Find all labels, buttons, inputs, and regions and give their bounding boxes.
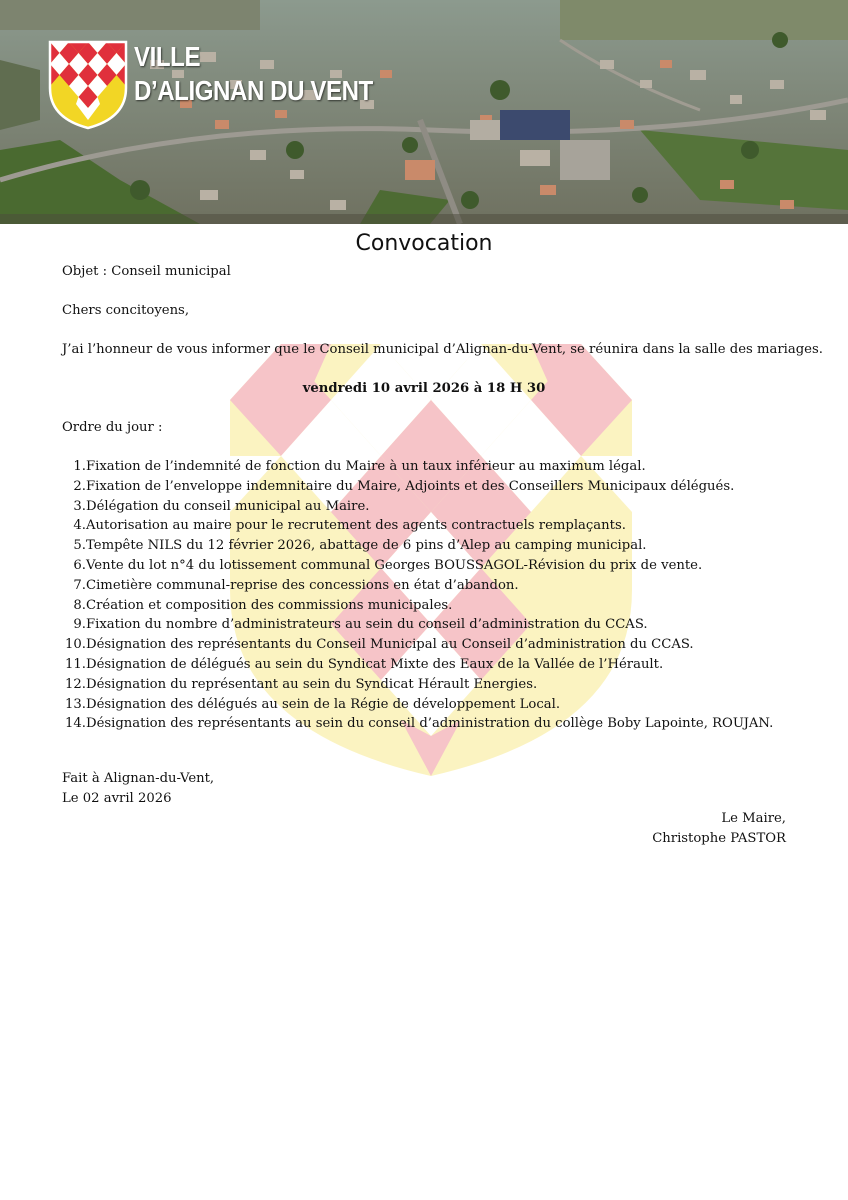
town-name-logo (134, 40, 373, 108)
list-item (62, 695, 786, 715)
agenda-number: 7. (73, 577, 86, 593)
convocation-letter (62, 226, 823, 849)
page-title: Convocation (355, 231, 493, 256)
agenda-number: 14. (65, 716, 86, 732)
list-item (62, 556, 786, 576)
agenda-text: Désignation des délégués au sein de la Régie de développement Local. (86, 696, 561, 712)
place-line: Fait à Alignan-du-Vent, (62, 771, 215, 787)
list-item (62, 675, 786, 695)
list-item (62, 536, 786, 556)
agenda-text: Cimetière communal-reprise des concessions en état d’abandon. (86, 577, 519, 593)
object-line: Objet : Conseil municipal (62, 264, 231, 279)
intro-paragraph: J’ai l’honneur de vous informer que le Conseil municipal d’Alignan-du-Vent, se réunira dans la salle des mariages. (62, 342, 823, 357)
agenda-text: Création et composition des commissions municipales. (86, 597, 453, 613)
signature-name: Christophe PASTOR (652, 831, 786, 847)
town-crest-logo (48, 40, 128, 130)
agenda-number: 11. (65, 656, 86, 672)
agenda-number: 6. (73, 557, 86, 573)
header-banner (0, 0, 848, 224)
agenda-heading: Ordre du jour : (62, 420, 163, 435)
agenda-text: Fixation de l’indemnité de fonction du Maire à un taux inférieur au maximum légal. (86, 459, 646, 474)
list-item (62, 516, 786, 536)
agenda-number: 5. (73, 538, 86, 554)
list-item (62, 477, 786, 497)
agenda-text: Fixation de l’enveloppe indemnitaire du Maire, Adjoints et des Conseillers Municipaux délégués. (86, 478, 735, 494)
agenda-text: Délégation du conseil municipal au Maire. (86, 498, 370, 514)
agenda-list (62, 457, 786, 734)
agenda-number: 9. (73, 617, 86, 633)
agenda-number: 1. (73, 459, 86, 474)
list-item (62, 596, 786, 616)
greeting: Chers concitoyens, (62, 303, 190, 318)
date-line: Le 02 avril 2026 (62, 791, 172, 807)
agenda-text: Désignation de délégués au sein du Syndicat Mixte des Eaux de la Vallée de l’Hérault. (86, 656, 664, 672)
agenda-text: Autorisation au maire pour le recrutement des agents contractuels remplaçants. (86, 518, 626, 534)
agenda-number: 10. (65, 637, 86, 653)
list-item (62, 615, 786, 635)
agenda-number: 3. (73, 498, 86, 514)
agenda-text: Désignation des représentants au sein du conseil d’administration du collège Boby Lapointe, ROUJAN. (86, 716, 774, 732)
list-item (62, 655, 786, 675)
brand-line-1: VILLE (134, 41, 201, 72)
agenda-text: Tempête NILS du 12 février 2026, abattage de 6 pins d’Alep au camping municipal. (86, 538, 647, 554)
agenda-number: 8. (73, 597, 86, 613)
meeting-date: vendredi 10 avril 2026 à 18 H 30 (302, 381, 546, 396)
agenda-number: 2. (73, 478, 86, 494)
agenda-number: 12. (65, 676, 86, 692)
agenda-text: Vente du lot n°4 du lotissement communal Georges BOUSSAGOL-Révision du prix de vente. (86, 557, 703, 573)
list-item (62, 635, 786, 655)
agenda-text: Désignation des représentants du Conseil Municipal au Conseil d’administration du CCAS. (86, 637, 694, 653)
signature-title: Le Maire, (721, 811, 786, 827)
list-item (62, 457, 786, 477)
agenda-number: 13. (65, 696, 86, 712)
list-item (62, 576, 786, 596)
list-item (62, 497, 786, 517)
agenda-number: 4. (73, 518, 86, 534)
agenda-text: Désignation du représentant au sein du Syndicat Hérault Energies. (86, 676, 538, 692)
agenda-text: Fixation du nombre d’administrateurs au sein du conseil d’administration du CCAS. (86, 617, 648, 633)
brand-line-2: D’ALIGNAN DU VENT (134, 75, 373, 106)
list-item (62, 714, 786, 734)
